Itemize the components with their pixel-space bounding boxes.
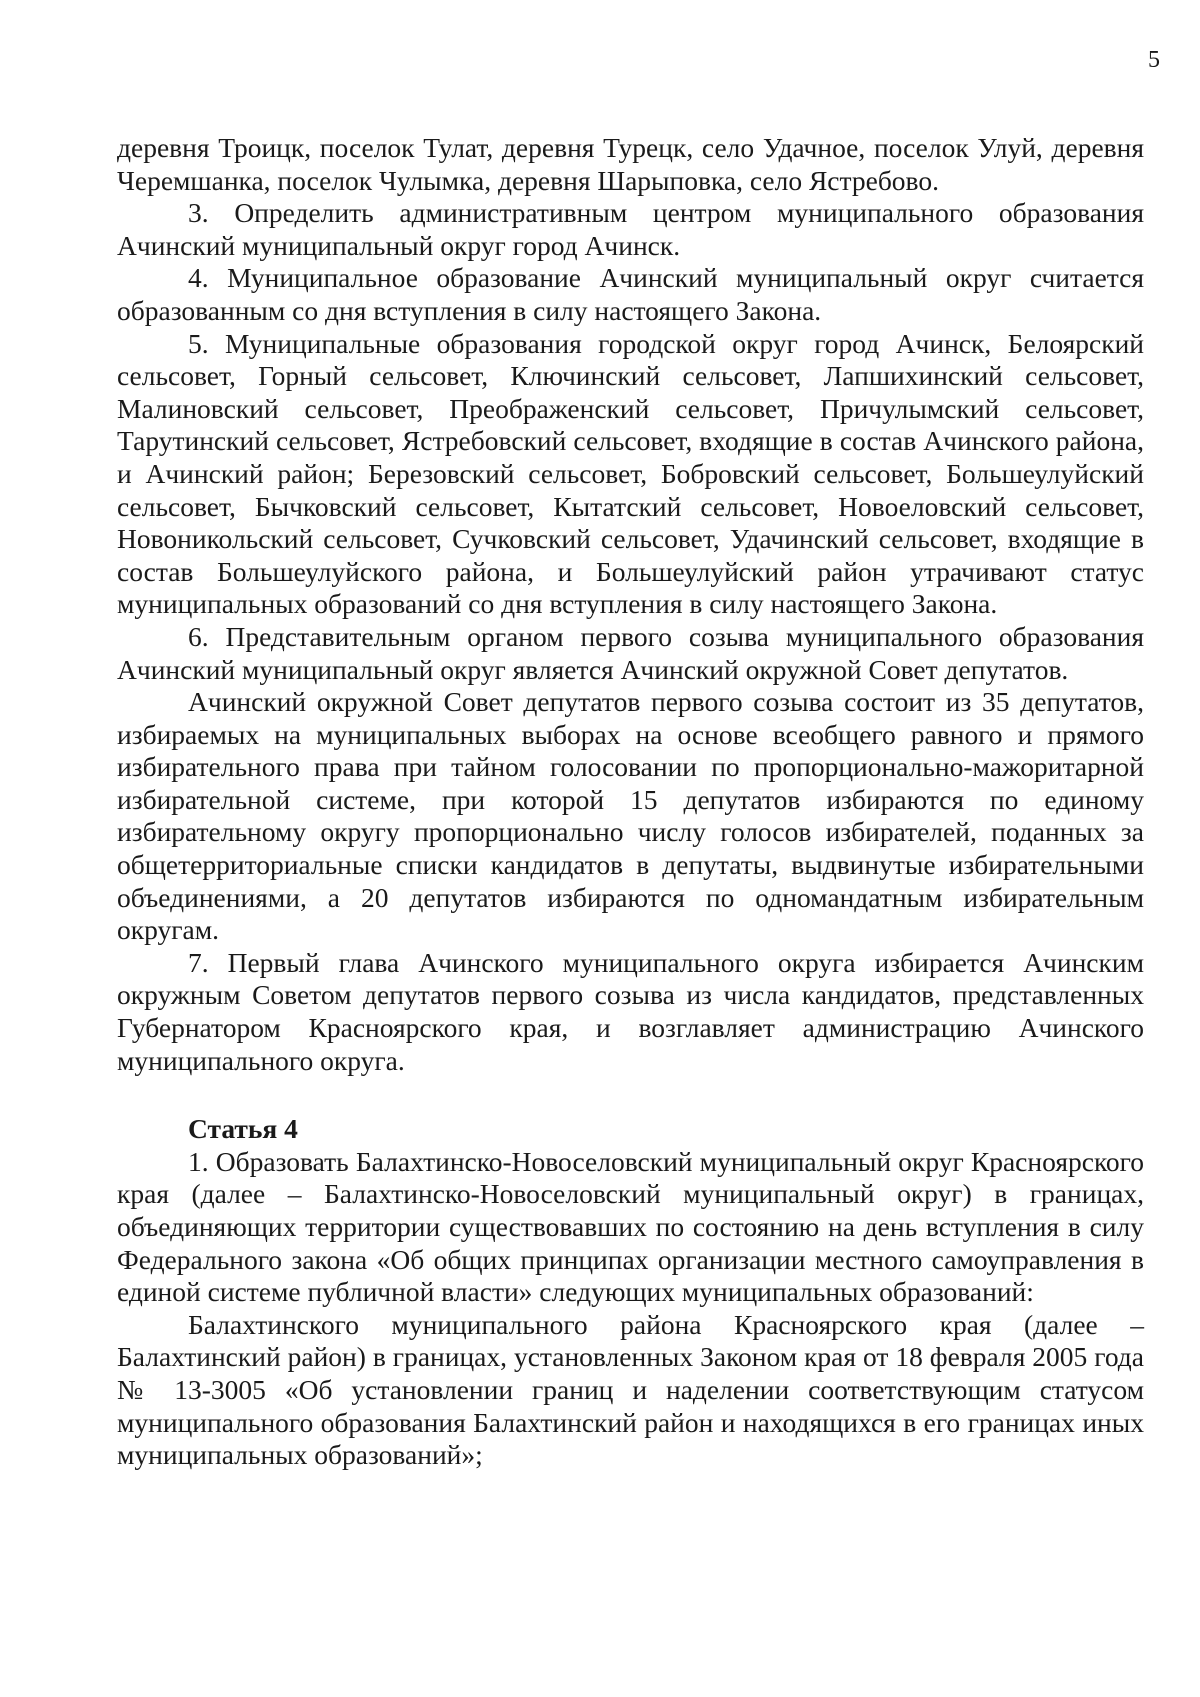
paragraph-item-5: 5. Муниципальные образования городской округ город Ачинск, Белоярский сельсовет, Горный сельсовет, Ключинский сельсовет, Лапшихинский сельсовет, Малиновский сельсовет, Преображенский сельсовет, Причулымский сельсовет, Тарутинский сельсовет, Ястребовский сельсовет, входящие в состав Ачинского района, и Ачинский район; Березовский сельсовет, Бобровский сельсовет, Большеулуйский сельсовет, Бычковский сельсовет, Кытатский сельсовет, Новоеловский сельсовет, Новоникольский сельсовет, Сучковский сельсовет, Удачинский сельсовет, входящие в состав Большеулуйского района, и Большеулуйский район утрачивают статус муниципальных образований со дня вступления в силу настоящего Закона. (117, 327, 1144, 620)
page-number: 5 (1148, 47, 1160, 73)
document-body (117, 132, 1144, 1472)
article-heading: Статья 4 (188, 1113, 298, 1145)
paragraph-item-3: 3. Определить административным центром муниципального образования Ачинский муниципальный округ город Ачинск. (117, 197, 1144, 261)
paragraph-item-7: 7. Первый глава Ачинского муниципального округа избирается Ачинским окружным Советом депутатов первого созыва из числа кандидатов, представленных Губернатором Красноярского края, и возглавляет администрацию Ачинского муниципального округа. (117, 946, 1144, 1076)
paragraph-article4-item-1: 1. Образовать Балахтинско-Новоселовский муниципальный округ Красноярского края (далее – Балахтинско-Новоселовский муниципальный округ) в границах, объединяющих территории существовавших по состоянию на день вступления в силу Федерального закона «Об общих принципах организации местного самоуправления в единой системе публичной власти» следующих муниципальных образований: (117, 1145, 1144, 1308)
paragraph-balakhta-district: Балахтинского муниципального района Красноярского края (далее – Балахтинский район) в границах, установленных Законом края от 18 февраля 2005 года № 13-3005 «Об установлении границ и наделении соответствующим статусом муниципального образования Балахтинский район и находящихся в его границах иных муниципальных образований»; (117, 1308, 1144, 1471)
paragraph-item-4: 4. Муниципальное образование Ачинский муниципальный округ считается образованным со дня вступления в силу настоящего Закона. (117, 262, 1144, 326)
paragraph-council-composition: Ачинский окружной Совет депутатов первого созыва состоит из 35 депутатов, избираемых на муниципальных выборах на основе всеобщего равного и прямого избирательного права при тайном голосовании по пропорционально-мажоритарной избирательной системе, при которой 15 депутатов избираются по единому избирательному округу пропорционально числу голосов избирателей, поданных за общетерриториальные списки кандидатов в депутаты, выдвинутые избирательными объединениями, а 20 депутатов избираются по одномандатным избирательным округам. (117, 686, 1144, 946)
paragraph-continuation: деревня Троицк, поселок Тулат, деревня Турецк, село Удачное, поселок Улуй, деревня Черемшанка, поселок Чулымка, деревня Шарыповка, село Ястребово. (117, 132, 1144, 196)
paragraph-item-6: 6. Представительным органом первого созыва муниципального образования Ачинский муниципальный округ является Ачинский окружной Совет депутатов. (117, 620, 1144, 685)
